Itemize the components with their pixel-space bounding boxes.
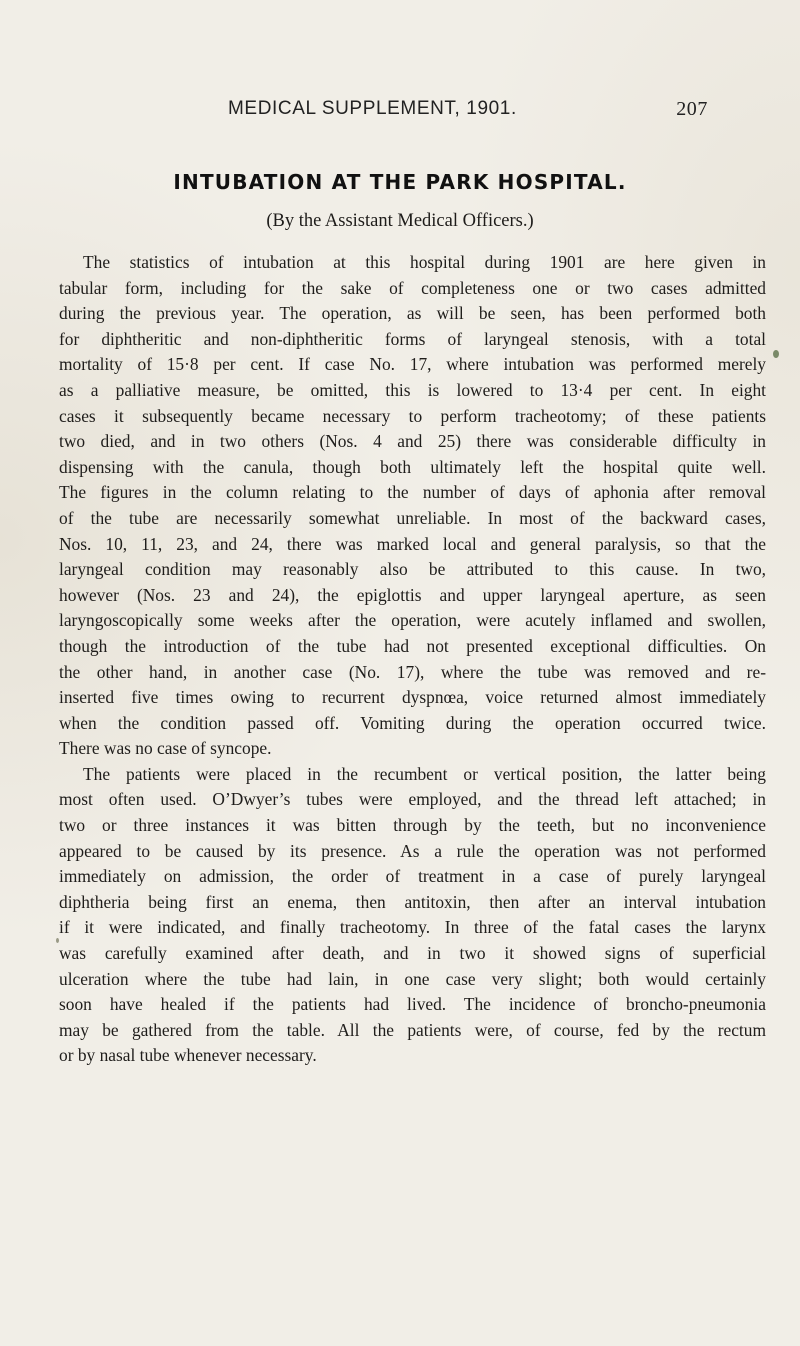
text-line: for diphtheritic and non-diphtheritic forms of laryngeal stenosis, with a total: [59, 328, 766, 349]
paragraph-2: [59, 762, 766, 1069]
text-line: the other hand, in another case (No. 17), where the tube was removed and re-: [59, 661, 766, 682]
text-line: two or three instances it was bitten through by the teeth, but no inconvenience: [59, 815, 766, 836]
text-line: cases it subsequently became necessary to perform tracheotomy; of these patients: [59, 405, 766, 426]
text-line: most often used. O’Dwyer’s tubes were employed, and the thread left attached; in: [59, 789, 766, 810]
text-line: ulceration where the tube had lain, in one case very slight; both would certainly: [59, 968, 766, 989]
text-line: when the condition passed off. Vomiting during the operation occurred twice.: [59, 712, 766, 733]
text-line: laryngoscopically some weeks after the operation, were acutely inflamed and swollen,: [59, 610, 766, 631]
article-body: [59, 250, 766, 1069]
text-line: two died, and in two others (Nos. 4 and 25) there was considerable difficulty in: [59, 431, 766, 452]
text-line: laryngeal condition may reasonably also be attributed to this cause. In two,: [59, 559, 766, 580]
text-line: as a palliative measure, be omitted, this is lowered to 13·4 per cent. In eight: [59, 379, 766, 400]
text-line: during the previous year. The operation, as will be seen, has been performed both: [59, 303, 766, 324]
page-number: 207: [676, 98, 708, 120]
text-line: There was no case of syncope.: [59, 738, 272, 759]
text-line: was carefully examined after death, and in two it showed signs of superficial: [59, 943, 766, 964]
running-header: [228, 98, 708, 120]
running-title: MEDICAL SUPPLEMENT, 1901.: [228, 98, 517, 119]
text-line: however (Nos. 23 and 24), the epiglottis and upper laryngeal aperture, as seen: [59, 584, 766, 605]
text-line: of the tube are necessarily somewhat unreliable. In most of the backward cases,: [59, 507, 766, 528]
text-line: The patients were placed in the recumbent or vertical position, the latter being: [83, 763, 766, 784]
text-line: mortality of 15·8 per cent. If case No. 17, where intubation was performed merely: [59, 354, 766, 375]
text-line: soon have healed if the patients had lived. The incidence of broncho-pneumonia: [59, 994, 766, 1015]
text-line: may be gathered from the table. All the patients were, of course, fed by the rectum: [59, 1019, 766, 1040]
text-line: immediately on admission, the order of treatment in a case of purely laryngeal: [59, 866, 766, 887]
text-line: Nos. 10, 11, 23, and 24, there was marked local and general paralysis, so that the: [59, 533, 766, 554]
text-line: The statistics of intubation at this hospital during 1901 are here given in: [83, 252, 766, 272]
text-line: or by nasal tube whenever necessary.: [59, 1045, 317, 1066]
text-line: The figures in the column relating to the number of days of aphonia after removal: [59, 482, 766, 503]
text-line: diphtheria being first an enema, then antitoxin, then after an interval intubation: [59, 891, 766, 912]
text-line: inserted five times owing to recurrent dyspnœa, voice returned almost immediately: [59, 687, 766, 708]
paragraph-1: [59, 250, 766, 762]
article-byline: (By the Assistant Medical Officers.): [266, 211, 534, 231]
page-speck: [56, 938, 59, 943]
text-line: dispensing with the canula, though both ultimately left the hospital quite well.: [59, 456, 766, 477]
text-line: though the introduction of the tube had not presented exceptional difficulties. On: [59, 635, 766, 656]
page-speck: [773, 350, 779, 358]
text-line: tabular form, including for the sake of completeness one or two cases admitted: [59, 277, 766, 298]
text-line: if it were indicated, and finally tracheotomy. In three of the fatal cases the larynx: [59, 917, 766, 938]
article-title: INTUBATION AT THE PARK HOSPITAL.: [173, 170, 627, 194]
text-line: appeared to be caused by its presence. As a rule the operation was not performed: [59, 840, 766, 861]
